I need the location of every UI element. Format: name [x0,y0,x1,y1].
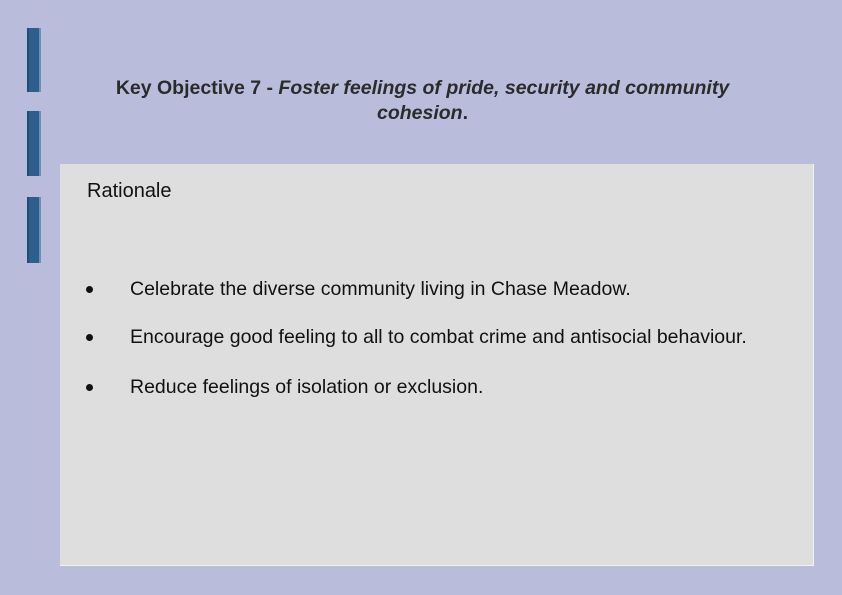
bullet-icon [86,384,93,391]
bullet-icon [86,286,93,293]
bullet-text: Encourage good feeling to all to combat crime and antisocial behaviour. [130,326,747,348]
bullet-icon [86,334,93,341]
list-item [60,326,780,348]
bullet-text: Reduce feelings of isolation or exclusion. [130,376,484,398]
accent-bar [27,111,41,176]
list-item [60,376,780,398]
bullet-list [60,278,780,424]
accent-bar [27,197,41,263]
title-suffix: . [462,102,469,124]
bullet-text: Celebrate the diverse community living in Chase Meadow. [130,278,631,300]
slide-title [100,76,745,126]
title-prefix: Key Objective 7 - [115,77,279,99]
accent-bar [27,28,41,92]
content-box [60,164,814,566]
title-italic-text: Foster feelings of pride, security and community cohesion [278,77,730,124]
section-heading: Rationale [87,180,172,202]
list-item [60,278,780,300]
